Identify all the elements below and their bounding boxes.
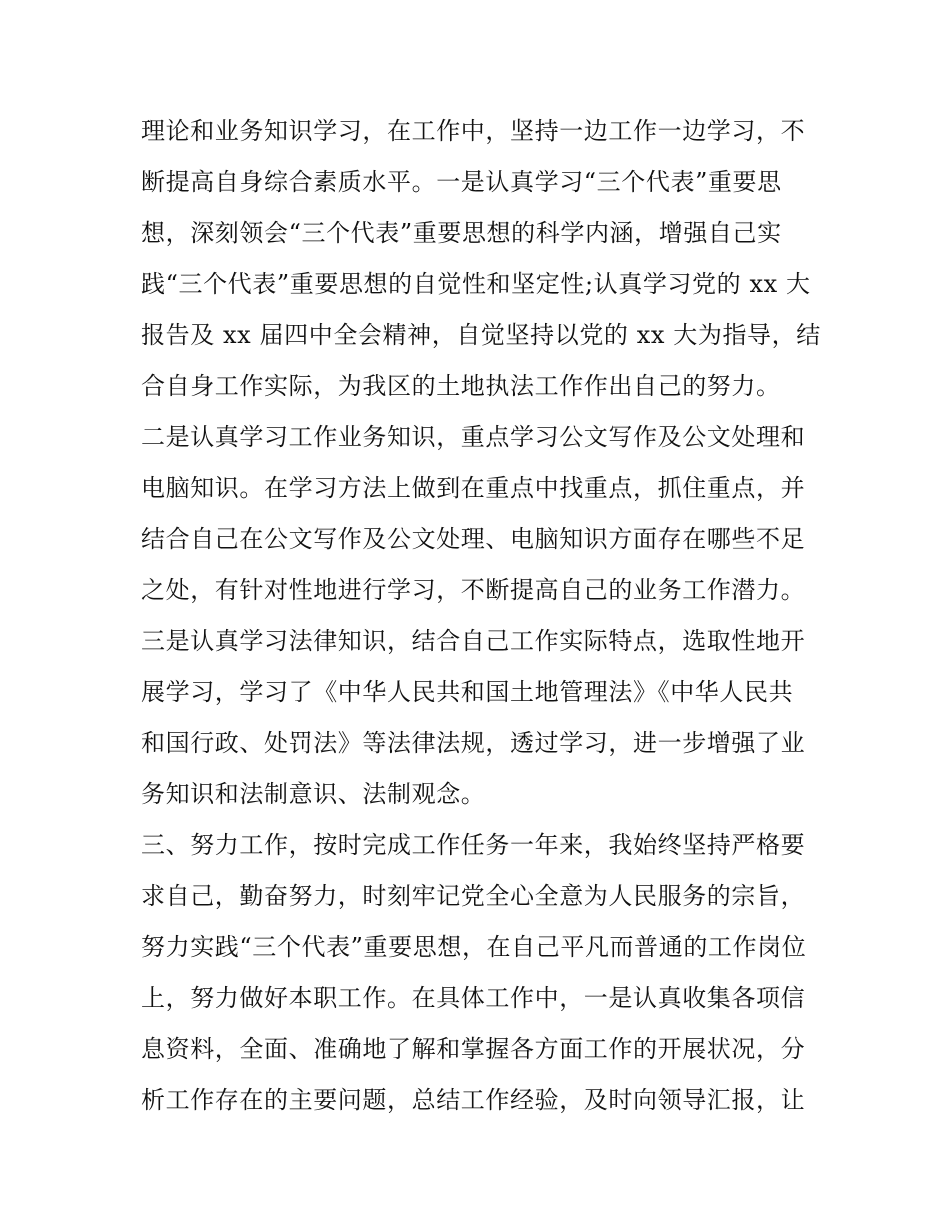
text-line: 电脑知识。在学习方法上做到在重点中找重点，抓住重点，并: [141, 474, 806, 502]
text-line: 析工作存在的主要问题，总结工作经验，及时向领导汇报，让: [141, 1086, 806, 1114]
text-line: 务知识和法制意识、法制观念。: [141, 780, 486, 808]
text-line: 二是认真学习工作业务知识，重点学习公文写作及公文处理和: [141, 423, 806, 451]
text-line: 结合自己在公文写作及公文处理、电脑知识方面存在哪些不足: [141, 525, 806, 553]
text-line: 和国行政、处罚法》等法律法规，透过学习，进一步增强了业: [141, 729, 806, 757]
text-line: 理论和业务知识学习，在工作中，坚持一边工作一边学习，不: [141, 117, 806, 145]
text-line: 之处，有针对性地进行学习，不断提高自己的业务工作潜力。: [141, 576, 806, 604]
text-line: 想，深刻领会“三个代表”重要思想的科学内涵，增强自己实: [141, 219, 782, 247]
text-line: 息资料，全面、准确地了解和掌握各方面工作的开展状况，分: [141, 1035, 806, 1063]
text-line: 求自己，勤奋努力，时刻牢记党全心全意为人民服务的宗旨，: [141, 882, 806, 910]
text-line: 合自身工作实际，为我区的土地执法工作作出自己的努力。: [141, 372, 781, 400]
text-line: 断提高自身综合素质水平。一是认真学习“三个代表”重要思: [141, 168, 782, 196]
text-line: 践“三个代表”重要思想的自觉性和坚定性;认真学习党的 xx 大: [141, 270, 811, 298]
text-line: 上，努力做好本职工作。在具体工作中，一是认真收集各项信: [141, 984, 806, 1012]
text-line: 三是认真学习法律知识，结合自己工作实际特点，选取性地开: [141, 627, 806, 655]
text-line: 努力实践“三个代表”重要思想，在自己平凡而普通的工作岗位: [141, 933, 807, 961]
text-line: 三、努力工作，按时完成工作任务一年来，我始终坚持严格要: [141, 831, 806, 859]
text-line: 展学习，学习了《中华人民共和国土地管理法》《中华人民共: [141, 678, 794, 706]
text-line: 报告及 xx 届四中全会精神，自觉坚持以党的 xx 大为指导，结: [141, 321, 821, 349]
body-text: [141, 106, 821, 1126]
